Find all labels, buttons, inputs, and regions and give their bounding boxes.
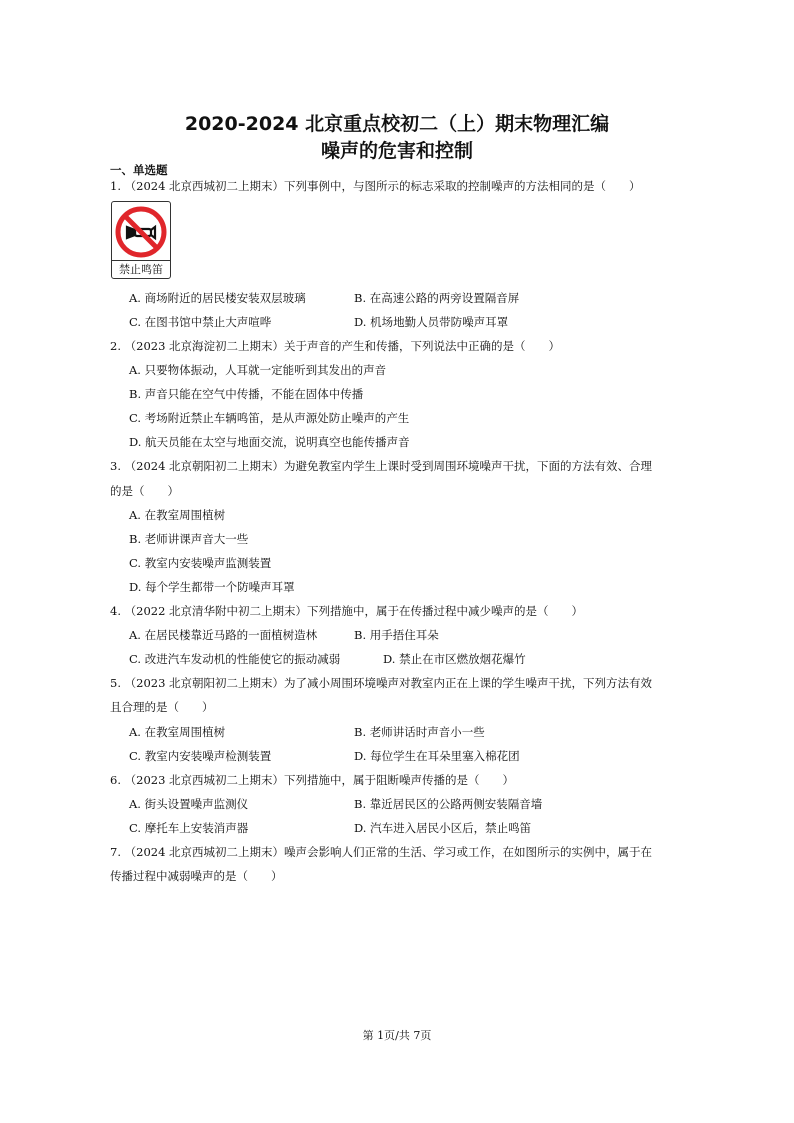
q1-option-d: D. 机场地勤人员带防噪声耳罩 xyxy=(354,315,509,329)
q2-option-d: D. 航天员能在太空与地面交流，说明真空也能传播声音 xyxy=(129,435,410,449)
q6-option-d: D. 汽车进入居民小区后，禁止鸣笛 xyxy=(354,821,532,835)
q6-option-c: C. 摩托车上安装消声器 xyxy=(129,821,249,835)
q1-option-a: A. 商场附近的居民楼安装双层玻璃 xyxy=(129,291,306,305)
q4-option-c: C. 改进汽车发动机的性能使它的振动减弱 xyxy=(129,652,341,666)
q1-option-b: B. 在高速公路的两旁设置隔音屏 xyxy=(354,291,520,305)
q3-option-b: B. 老师讲课声音大一些 xyxy=(129,532,249,546)
q2-option-b: B. 声音只能在空气中传播，不能在固体中传播 xyxy=(129,387,364,401)
no-horn-icon xyxy=(113,203,169,259)
q3-option-c: C. 教室内安装噪声监测装置 xyxy=(129,556,272,570)
section-heading: 一、单选题 xyxy=(110,163,168,177)
q4-option-b: B. 用手捂住耳朵 xyxy=(354,628,439,642)
question-7-stem-line1: 7. （2024 北京西城初二上期末）噪声会影响人们正常的生活、学习或工作，在如图所示的实例中，属于在 xyxy=(110,845,653,859)
question-1-stem: 1. （2024 北京西城初二上期末）下列事例中，与图所示的标志采取的控制噪声的方法相同的是（ ） xyxy=(110,179,641,193)
no-honking-sign xyxy=(111,201,171,279)
page-title: 2020-2024 北京重点校初二（上）期末物理汇编 xyxy=(184,113,610,135)
question-4-stem: 4. （2022 北京清华附中初二上期末）下列措施中，属于在传播过程中减少噪声的是（ ） xyxy=(110,604,584,618)
page-subtitle: 噪声的危害和控制 xyxy=(320,140,473,162)
question-3-stem-line1: 3. （2024 北京朝阳初二上期末）为避免教室内学生上课时受到周围环境噪声干扰，下面的方法有效、合理 xyxy=(110,459,653,473)
question-7-stem-line2: 传播过程中减弱噪声的是（ ） xyxy=(110,869,283,883)
question-5-stem-line2: 且合理的是（ ） xyxy=(110,700,214,714)
question-2-stem: 2. （2023 北京海淀初二上期末）关于声音的产生和传播，下列说法中正确的是（ ） xyxy=(110,339,561,353)
q5-option-d: D. 每位学生在耳朵里塞入棉花团 xyxy=(354,749,520,763)
q6-option-a: A. 街头设置噪声监测仪 xyxy=(129,797,249,811)
question-3-stem-line2: 的是（ ） xyxy=(110,484,179,498)
q5-option-b: B. 老师讲话时声音小一些 xyxy=(354,725,485,739)
page-number: 第 1页/共 7页 xyxy=(362,1029,432,1042)
q5-option-a: A. 在教室周围植树 xyxy=(129,725,226,739)
q3-option-d: D. 每个学生都带一个防噪声耳罩 xyxy=(129,580,295,594)
sign-caption: 禁止鸣笛 xyxy=(112,260,170,278)
question-6-stem: 6. （2023 北京西城初二上期末）下列措施中，属于阻断噪声传播的是（ ） xyxy=(110,773,515,787)
q2-option-a: A. 只要物体振动，人耳就一定能听到其发出的声音 xyxy=(129,363,387,377)
q3-option-a: A. 在教室周围植树 xyxy=(129,508,226,522)
q6-option-b: B. 靠近居民区的公路两侧安装隔音墙 xyxy=(354,797,543,811)
q4-option-a: A. 在居民楼靠近马路的一面植树造林 xyxy=(129,628,318,642)
question-5-stem-line1: 5. （2023 北京朝阳初二上期末）为了减小周围环境噪声对教室内正在上课的学生噪声干扰，下列方法有效 xyxy=(110,676,653,690)
q4-option-d: D. 禁止在市区燃放烟花爆竹 xyxy=(383,652,526,666)
q2-option-c: C. 考场附近禁止车辆鸣笛，是从声源处防止噪声的产生 xyxy=(129,411,410,425)
q1-option-c: C. 在图书馆中禁止大声喧哗 xyxy=(129,315,272,329)
q5-option-c: C. 教室内安装噪声检测装置 xyxy=(129,749,272,763)
